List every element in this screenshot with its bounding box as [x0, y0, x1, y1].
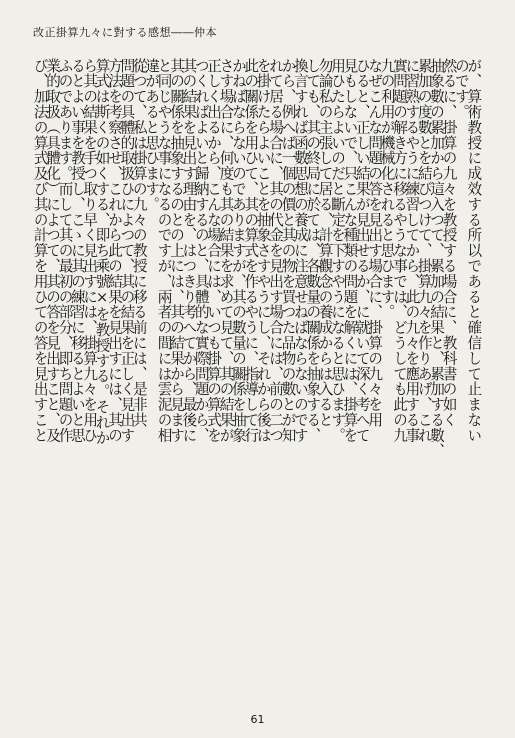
text-column: び、加法の算式及び其の計算を用ひての答を見出すこと — [31, 58, 49, 443]
text-column: を掛けたらよいことを抽象さすやうにし、それから後は — [254, 58, 272, 443]
text-column: 見もしないで、只こんな種類の問題を解くには、掛算を — [341, 58, 359, 443]
text-column: ら其の結果を手つ取り早く見出すには、掛算九々を用ひ — [81, 58, 99, 443]
text-column: 算式は斯くの如くする、即ち乘號×を教授する。それか — [93, 58, 111, 446]
text-column: 抽象數の累加から這入つて、累加の結果と、累加する數、 — [428, 58, 446, 459]
text-column: 其の結果を見出す理由を、はつきり考へてから、最後に — [180, 58, 198, 443]
page-number: 61 — [250, 713, 265, 726]
text-column: 累加の度數とを結びつけて、掛算九々を作りあげ、これ — [415, 58, 433, 443]
text-column: 然るに、掛算の九々を教授する場合に、教科書の如く — [440, 58, 458, 428]
text-column: 用ひたらよいのだと斷定を下すやうになると思ひます。 — [329, 58, 346, 443]
text-column: さす場合に、何度も其の結果を求めて見て、其の結果が — [217, 58, 235, 443]
text-column: に習熟するやうに練習してから、此の九々を應用する事 — [403, 58, 421, 443]
text-column: ふのであります。而して其の最初の部分、即ち問題の作 — [56, 58, 74, 443]
running-header: 改正掛算九々に對する感想――仲本 — [33, 26, 217, 39]
text-column: と同じやうな事になるのですが、兩者の間には雲泥の相 — [155, 58, 173, 443]
text-column: なぜこんな問題の答を見出す場合に、掛算の九々を用 — [366, 58, 384, 428]
text-column: しても、其の終局に於ては、各數量の關係を抽象する、 — [304, 58, 322, 443]
text-column: 其の關係を抽象するのとの上には、其の結果から見ます — [168, 58, 185, 443]
text-column: るとよい事を教授し、こゝに其の練習に移るとよいと思 — [68, 58, 86, 443]
text-column: 違があると思ひます。 — [143, 58, 161, 212]
text-column: 勿論私の主張して居る、計算觀念の養成からは入ると — [316, 58, 334, 428]
text-column: つくればよいと歸納するのと、具體的な實際問題から、 — [192, 58, 210, 443]
text-column: 換言すれば函數思想の養成に注意せねばならないのです — [291, 58, 309, 443]
text-column: 方法を考察させ、これから此の結果を見出すには、其の — [106, 58, 123, 443]
text-column: 九の利用が機械化されると思ひます。 — [378, 58, 396, 320]
text-column: ひると、正しい結果が見出せるか、に就いて深く考へて — [353, 58, 371, 443]
text-column: 業的取扱（具體化）によつて、其の答を見出すこと、及 — [44, 58, 62, 443]
text-column: から、例へば一個の價と其の物を買つた品物の數とが知 — [279, 58, 297, 443]
text-column: 此の關係を用ひて、其の算式を作るやうに、指導して行 — [242, 58, 260, 443]
text-column: れて居る場合に、其の代金を見出す場合には、前の二つ — [267, 58, 285, 443]
text-column: のです。 — [452, 58, 470, 120]
text-column: 正しく出るから、こんな場合には、いつも掛算の算式を — [205, 58, 223, 443]
text-column: 問題の具體的取扱ひによつて、其の結果を正しく見出す — [118, 58, 136, 443]
text-column: かねばならないのでありますが、其の數量の關係を抽象 — [229, 58, 247, 443]
text-column: が、算術教授に成效する所以であると確信して止まない — [465, 58, 483, 443]
text-column: 從つて、私は掛算の九々の教授に移る前には、是非共 — [130, 58, 148, 428]
text-column: 實問題の解き方に移るやうな事では、どうしても此の九 — [391, 58, 408, 443]
